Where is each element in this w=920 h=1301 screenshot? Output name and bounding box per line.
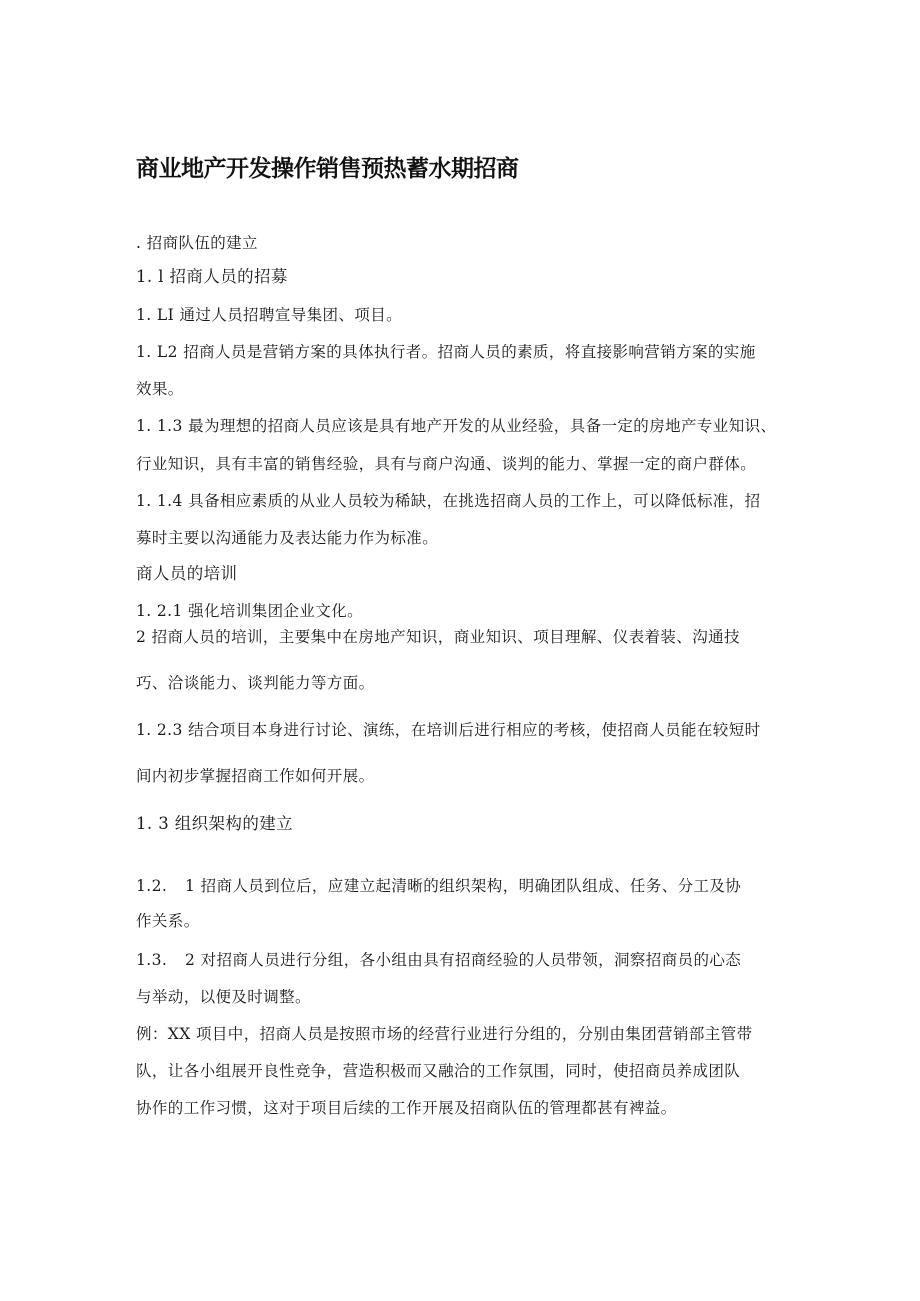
item-number: 1.2. xyxy=(136,877,168,895)
paragraph-line: 1. 1.3 最为理想的招商人员应该是具有地产开发的从业经验，具备一定的房地产专业知识、 xyxy=(136,417,777,435)
paragraph-line: 队，让各小组展开良性竞争，营造积极而又融洽的工作氛围，同时，使招商员养成团队 xyxy=(136,1062,741,1080)
item-text: 2 对招商人员进行分组，各小组由具有招商经验的人员带领，洞察招商员的心态 xyxy=(185,951,742,969)
item-text: 1 招商人员到位后，应建立起清晰的组织架构，明确团队组成、任务、分工及协 xyxy=(185,877,742,895)
subsection-heading: 商人员的培训 xyxy=(136,564,238,583)
paragraph-line: 行业知识，具有丰富的销售经验，具有与商户沟通、谈判的能力、掌握一定的商户群体。 xyxy=(136,455,757,473)
section-heading: . 招商队伍的建立 xyxy=(136,234,258,252)
paragraph-line: 效果。 xyxy=(136,380,184,398)
subsection-heading: 1. l 招商人员的招募 xyxy=(136,267,288,286)
paragraph-line: 1. L2 招商人员是营销方案的具体执行者。招商人员的素质，将直接影响营销方案的实施 xyxy=(136,343,756,361)
paragraph-line: 2 招商人员的培训，主要集中在房地产知识，商业知识、项目理解、仪表着装、沟通技 xyxy=(136,628,740,646)
paragraph-line xyxy=(136,950,741,970)
paragraph-line: 募时主要以沟通能力及表达能力作为标准。 xyxy=(136,529,439,547)
paragraph-line xyxy=(136,876,741,896)
paragraph-line: 1. LI 通过人员招聘宣导集团、项目。 xyxy=(136,306,403,324)
paragraph-line: 例：XX 项目中，招商人员是按照市场的经营行业进行分组的，分别由集团营销部主管带 xyxy=(136,1025,753,1043)
paragraph-line: 作关系。 xyxy=(136,912,200,930)
item-number: 1.3. xyxy=(136,951,168,969)
paragraph-line: 1. 2.3 结合项目本身进行讨论、演练，在培训后进行相应的考核，使招商人员能在较短时 xyxy=(136,721,761,739)
paragraph-line: 1. 2.1 强化培训集团企业文化。 xyxy=(136,602,363,620)
subsection-heading: 1. 3 组织架构的建立 xyxy=(136,814,294,833)
paragraph-line: 巧、洽谈能力、谈判能力等方面。 xyxy=(136,674,375,692)
paragraph-line: 间内初步掌握招商工作如何开展。 xyxy=(136,767,375,785)
document-title: 商业地产开发操作销售预热蓄水期招商 xyxy=(136,156,519,182)
paragraph-line: 1. 1.4 具备相应素质的从业人员较为稀缺，在挑选招商人员的工作上，可以降低标准，招 xyxy=(136,492,761,510)
paragraph-line: 与举动，以便及时调整。 xyxy=(136,988,311,1006)
paragraph-line: 协作的工作习惯，这对于项目后续的工作开展及招商队伍的管理都甚有裨益。 xyxy=(136,1099,677,1117)
